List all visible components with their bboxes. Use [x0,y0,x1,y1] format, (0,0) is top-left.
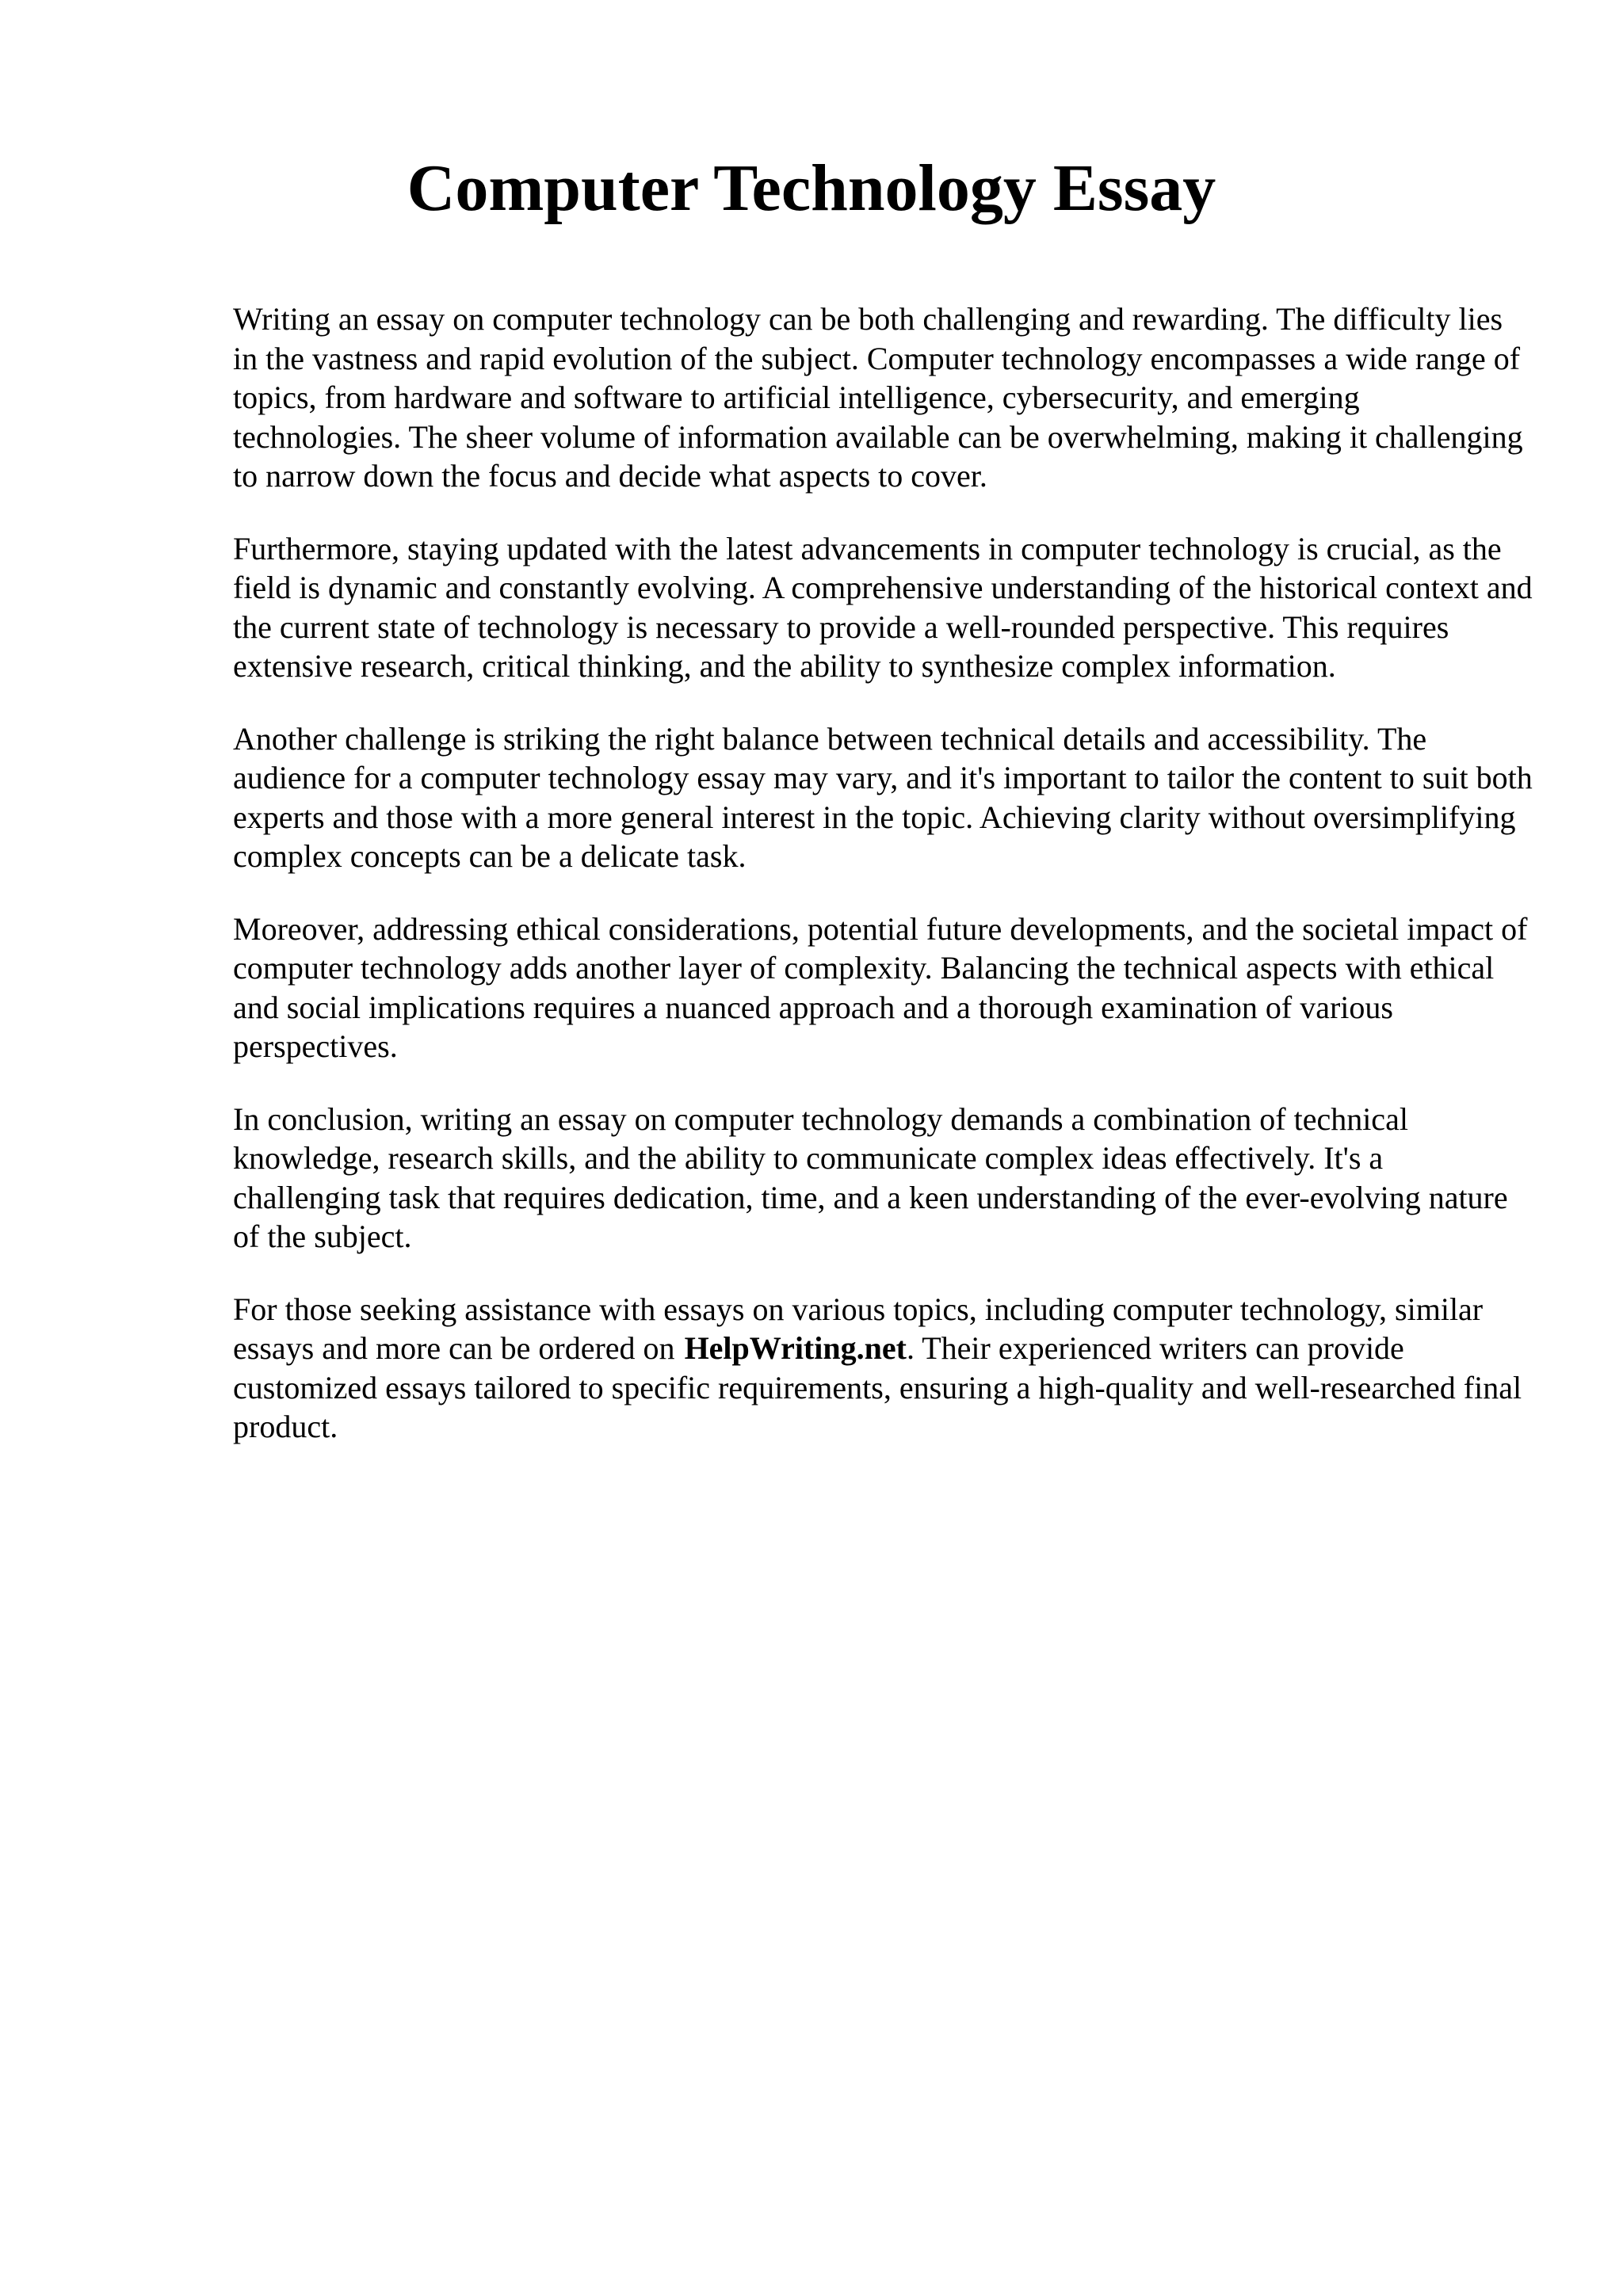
paragraph-2: Furthermore, staying updated with the latest advancements in computer technology is crucial, as the field is dynamic and constantly evolving. A comprehensive understanding of the historical context and the current state of technology is necessary to provide a well-rounded perspective. This requires extensive research, critical thinking, and the ability to synthesize complex information. [233,530,1533,684]
page-title: Computer Technology Essay [407,151,1216,225]
paragraph-4: Moreover, addressing ethical considerations, potential future developments, and the societal impact of computer technology adds another layer of complexity. Balancing the technical aspects with ethical and social implications requires a nuanced approach and a thorough examination of various perspectives. [233,910,1528,1064]
paragraph-6-tail: . Their experienced writers can provide customized essays tailored to specific requirements, ensuring a high-quality and well-researched final product. [233,1330,1522,1444]
paragraph-3: Another challenge is striking the right balance between technical details and accessibility. The audience for a computer technology essay may vary, and it's important to tailor the content to suit both experts and those with a more general interest in the topic. Achieving clarity without oversimplifying complex concepts can be a delicate task. [233,720,1533,874]
helpwriting-link[interactable]: HelpWriting.net [684,1330,907,1366]
paragraph-5: In conclusion, writing an essay on computer technology demands a combination of technical knowledge, research skills, and the ability to communicate complex ideas effectively. It's a challenging task that requires dedication, time, and a keen understanding of the ever-evolving nature of the subject. [233,1100,1508,1254]
paragraph-6-lead: For those seeking assistance with essays on various topics, including computer technology, similar essays and more can be ordered on [233,1291,1484,1366]
paragraph-1: Writing an essay on computer technology can be both challenging and rewarding. The difficulty lies in the vastness and rapid evolution of the subject. Computer technology encompasses a wide range of topics, from hardware and software to artificial intelligence, cybersecurity, and emerging technologies. The sheer volume of information available can be overwhelming, making it challenging to narrow down the focus and decide what aspects to cover. [233,301,1523,494]
essay-body [233,299,1533,1480]
paragraph-6 [233,1290,1533,1447]
